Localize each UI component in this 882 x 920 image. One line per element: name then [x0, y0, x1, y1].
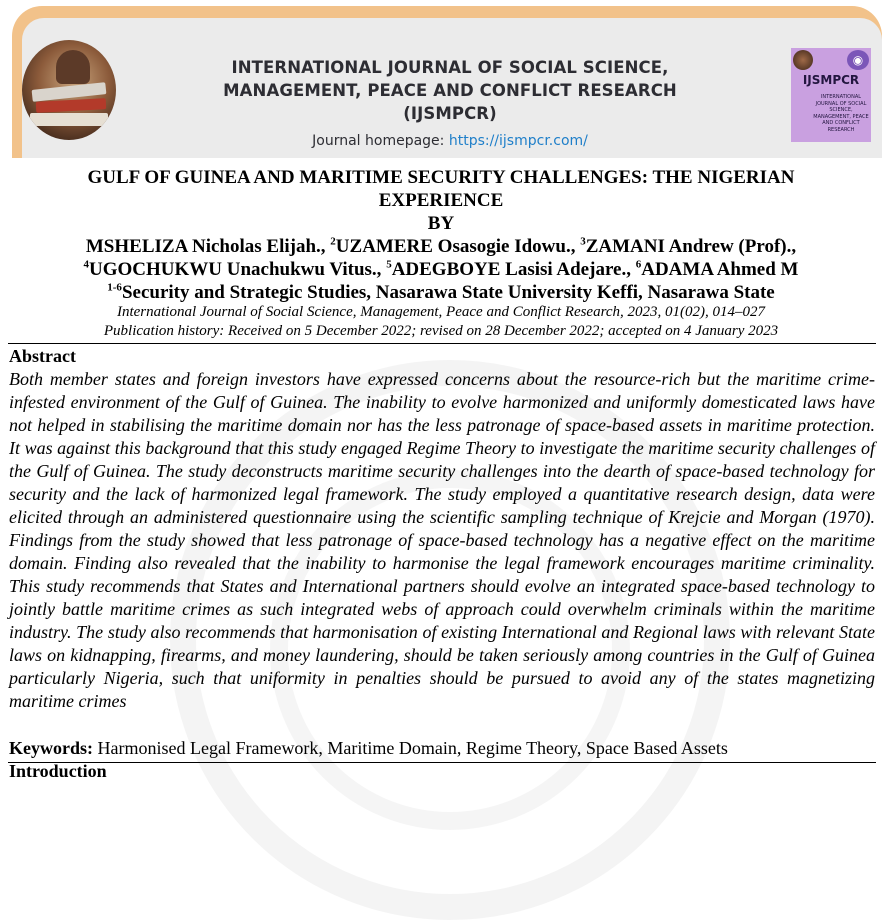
author-index: 5	[386, 258, 392, 271]
keywords-text: Harmonised Legal Framework, Maritime Domain, Regime Theory, Space Based Assets	[93, 738, 728, 758]
author-name: UGOCHUKWU Unachukwu Vitus.,	[88, 259, 387, 280]
affiliation	[0, 281, 882, 304]
publication-history: Publication history: Received on 5 December 2022; revised on 28 December 2022; accepted on 4 January 2023	[103, 323, 779, 339]
logo-emblem-icon: ◉	[847, 50, 869, 70]
author-name: MSHELIZA Nicholas Elijah.,	[85, 236, 331, 257]
logo-abbrev: IJSMPCR	[802, 73, 860, 87]
homepage-label: Journal homepage:	[312, 133, 449, 149]
affiliation-text: Security and Strategic Studies, Nasarawa State University Keffi, Nasarawa State	[121, 282, 775, 303]
author-name: ZAMANI Andrew (Prof).,	[585, 236, 797, 257]
author-name: ADEGBOYE Lasisi Adejare.,	[391, 259, 636, 280]
paper-title-line: GULF OF GUINEA AND MARITIME SECURITY CHALLENGES: THE NIGERIAN	[87, 167, 795, 188]
keywords-label: Keywords:	[9, 738, 93, 758]
abstract-heading: Abstract	[9, 346, 76, 366]
journal-logo-books	[22, 40, 116, 140]
ijsmpcr-logo	[791, 48, 871, 142]
authors-line-1	[0, 235, 882, 258]
author-index: 3	[580, 235, 586, 248]
divider	[8, 343, 876, 344]
journal-title-line: INTERNATIONAL JOURNAL OF SOCIAL SCIENCE,	[231, 58, 669, 77]
journal-title	[200, 56, 700, 125]
author-index: 2	[330, 235, 336, 248]
by-label: BY	[427, 213, 455, 234]
author-name: ADAMA Ahmed M	[641, 259, 799, 280]
journal-title-line: (IJSMPCR)	[403, 104, 497, 123]
logo-book-icon	[793, 50, 813, 70]
paper-title-line: EXPERIENCE	[378, 190, 504, 211]
abstract-text: Both member states and foreign investors have expressed concerns about the resource-rich but the maritime crime-infested environment of the Gulf of Guinea. The inability to evolve harmonized and uniformly domesticated laws have not helped in stabilising the maritime domain nor has the less patronage of space-based assets in maritime protection. It was against this background that this study engaged Regime Theory to investigate the maritime security challenges of the Gulf of Guinea. The study deconstructs maritime security challenges into the dearth of space-based technology for security and the lack of harmonized legal framework. The study employed a quantitative research design, data were elicited through an administered questionnaire using the scientific sampling technique of Krejcie and Morgan (1970). Findings from the study showed that less patronage of space-based technology has a negative effect on the maritime domain. Finding also revealed that the inability to harmonise the legal framework encourages maritime criminality. This study recommends that States and International partners should evolve an integrated space-based technology to jointly battle maritime crimes as such integrated webs of approach could overwhelm criminals within the maritime industry. The study also recommends that harmonisation of existing International and Regional laws with relevant State laws on kidnapping, firearms, and money laundering, should be taken seriously among countries in the Gulf of Guinea particularly Nigeria, such that uniformity in penalties should be pursued to avoid any of the states magnetizing maritime crimes	[9, 369, 875, 711]
logo-book	[36, 98, 106, 113]
introduction-heading: Introduction	[9, 761, 107, 781]
logo-book	[30, 113, 108, 126]
citation: International Journal of Social Science, Management, Peace and Conflict Research, 2023, 01(02), 014–027	[116, 304, 766, 320]
journal-title-line: MANAGEMENT, PEACE AND CONFLICT RESEARCH	[223, 81, 677, 100]
keywords	[9, 737, 728, 759]
author-index: 4	[83, 258, 89, 271]
logo-subtitle: INTERNATIONAL JOURNAL OF SOCIAL SCIENCE, MANAGEMENT, PEACE AND CONFLICT RESEARCH	[813, 94, 869, 133]
paper-title	[0, 166, 882, 212]
divider	[8, 762, 876, 763]
journal-homepage	[200, 133, 700, 149]
authors-line-2	[0, 258, 882, 281]
homepage-link[interactable]: https://ijsmpcr.com/	[448, 133, 588, 149]
author-name: UZAMERE Osasogie Idowu.,	[335, 236, 581, 257]
affiliation-index: 1-6	[107, 281, 122, 294]
logo-figure	[56, 50, 90, 84]
author-index: 6	[635, 258, 642, 271]
